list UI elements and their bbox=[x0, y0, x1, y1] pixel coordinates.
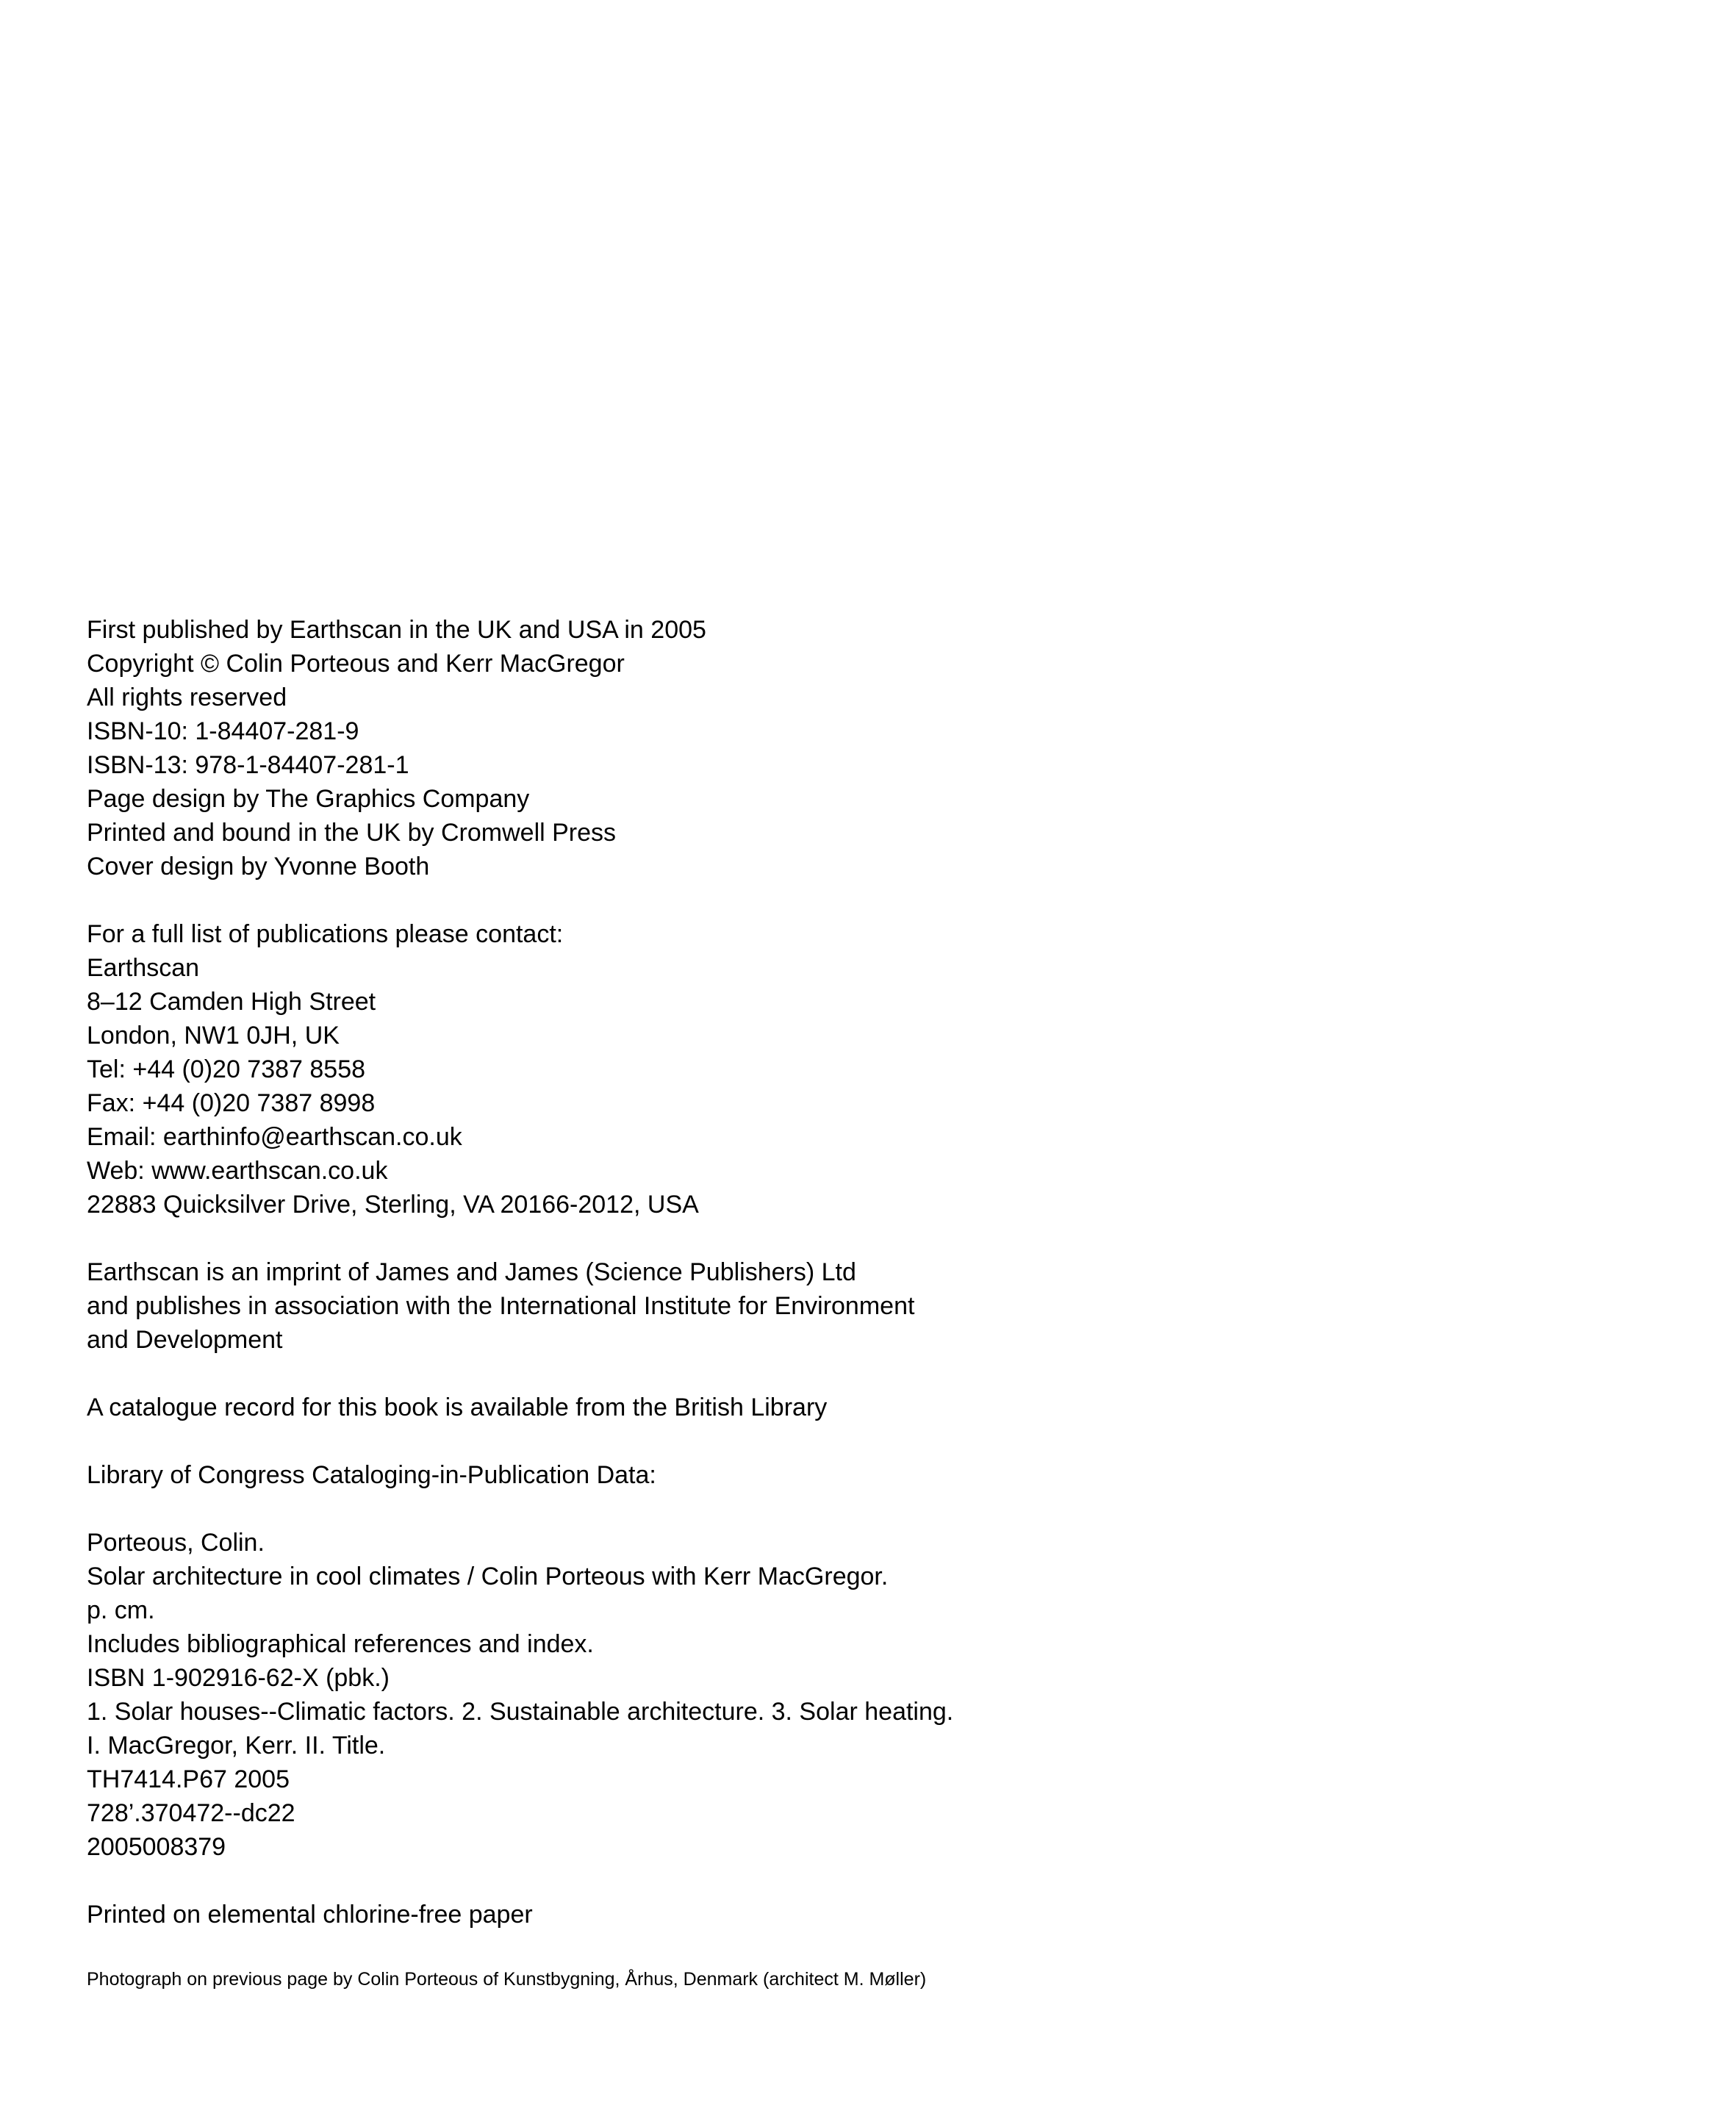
first-published-line: First published by Earthscan in the UK and USA in 2005 bbox=[87, 616, 706, 644]
rights-line: All rights reserved bbox=[87, 684, 287, 711]
cip-isbn-line: ISBN 1-902916-62-X (pbk.) bbox=[87, 1664, 390, 1692]
imprint-note bbox=[87, 1255, 1189, 1357]
cip-added-entries-line: I. MacGregor, Kerr. II. Title. bbox=[87, 1732, 386, 1760]
spacer bbox=[87, 883, 1189, 917]
spacer bbox=[87, 1492, 1189, 1526]
telephone-line: Tel: +44 (0)20 7387 8558 bbox=[87, 1055, 366, 1083]
cip-subjects-line: 1. Solar houses--Climatic factors. 2. Sustainable architecture. 3. Solar heating. bbox=[87, 1698, 954, 1726]
cip-lc-class-line: TH7414.P67 2005 bbox=[87, 1765, 290, 1793]
spacer bbox=[87, 1424, 1189, 1458]
cip-notes-line: Includes bibliographical references and index. bbox=[87, 1630, 594, 1658]
page-design-line: Page design by The Graphics Company bbox=[87, 785, 530, 813]
city-address-line: London, NW1 0JH, UK bbox=[87, 1022, 340, 1050]
photo-credit: Photograph on previous page by Colin Porteous of Kunstbygning, Århus, Denmark (architect M. Møller) bbox=[87, 1969, 927, 1990]
web-line: Web: www.earthscan.co.uk bbox=[87, 1157, 388, 1185]
fax-line: Fax: +44 (0)20 7387 8998 bbox=[87, 1089, 376, 1117]
spacer bbox=[87, 1864, 1189, 1898]
street-address-line: 8–12 Camden High Street bbox=[87, 988, 376, 1016]
email-line: Email: earthinfo@earthscan.co.uk bbox=[87, 1123, 462, 1151]
publisher-name-line: Earthscan bbox=[87, 954, 200, 982]
british-library-line: A catalogue record for this book is available from the British Library bbox=[87, 1394, 828, 1421]
cip-author-line: Porteous, Colin. bbox=[87, 1529, 265, 1557]
contact-intro-line: For a full list of publications please contact: bbox=[87, 920, 564, 948]
loc-heading bbox=[87, 1458, 1189, 1492]
british-library-note bbox=[87, 1391, 1189, 1424]
loc-heading-line: Library of Congress Cataloging-in-Publication Data: bbox=[87, 1461, 656, 1489]
cip-physical-line: p. cm. bbox=[87, 1596, 155, 1624]
spacer bbox=[87, 1357, 1189, 1391]
cip-dewey-line: 728’.370472--dc22 bbox=[87, 1799, 295, 1827]
cip-title-line: Solar architecture in cool climates / Colin Porteous with Kerr MacGregor. bbox=[87, 1563, 889, 1590]
cip-lccn-line: 2005008379 bbox=[87, 1833, 226, 1861]
isbn13-line: ISBN-13: 978-1-84407-281-1 bbox=[87, 751, 409, 779]
publisher-contact bbox=[87, 917, 1189, 1222]
us-address-line: 22883 Quicksilver Drive, Sterling, VA 20166-2012, USA bbox=[87, 1191, 699, 1219]
imprint-note-line: Earthscan is an imprint of James and James (Science Publishers) Ltd bbox=[87, 1258, 856, 1286]
printer-line: Printed and bound in the UK by Cromwell Press bbox=[87, 819, 617, 847]
imprint-text bbox=[87, 613, 1189, 1931]
cip-data bbox=[87, 1526, 1189, 1864]
publication-details bbox=[87, 613, 1189, 883]
paper-note-line: Printed on elemental chlorine-free paper bbox=[87, 1901, 533, 1929]
spacer bbox=[87, 1222, 1189, 1255]
copyright-line: Copyright © Colin Porteous and Kerr MacGregor bbox=[87, 650, 625, 678]
imprint-note-line: and Development bbox=[87, 1326, 283, 1354]
paper-note bbox=[87, 1898, 1189, 1931]
imprint-note-line: and publishes in association with the International Institute for Environment bbox=[87, 1292, 915, 1320]
isbn10-line: ISBN-10: 1-84407-281-9 bbox=[87, 717, 359, 745]
cover-design-line: Cover design by Yvonne Booth bbox=[87, 853, 430, 880]
